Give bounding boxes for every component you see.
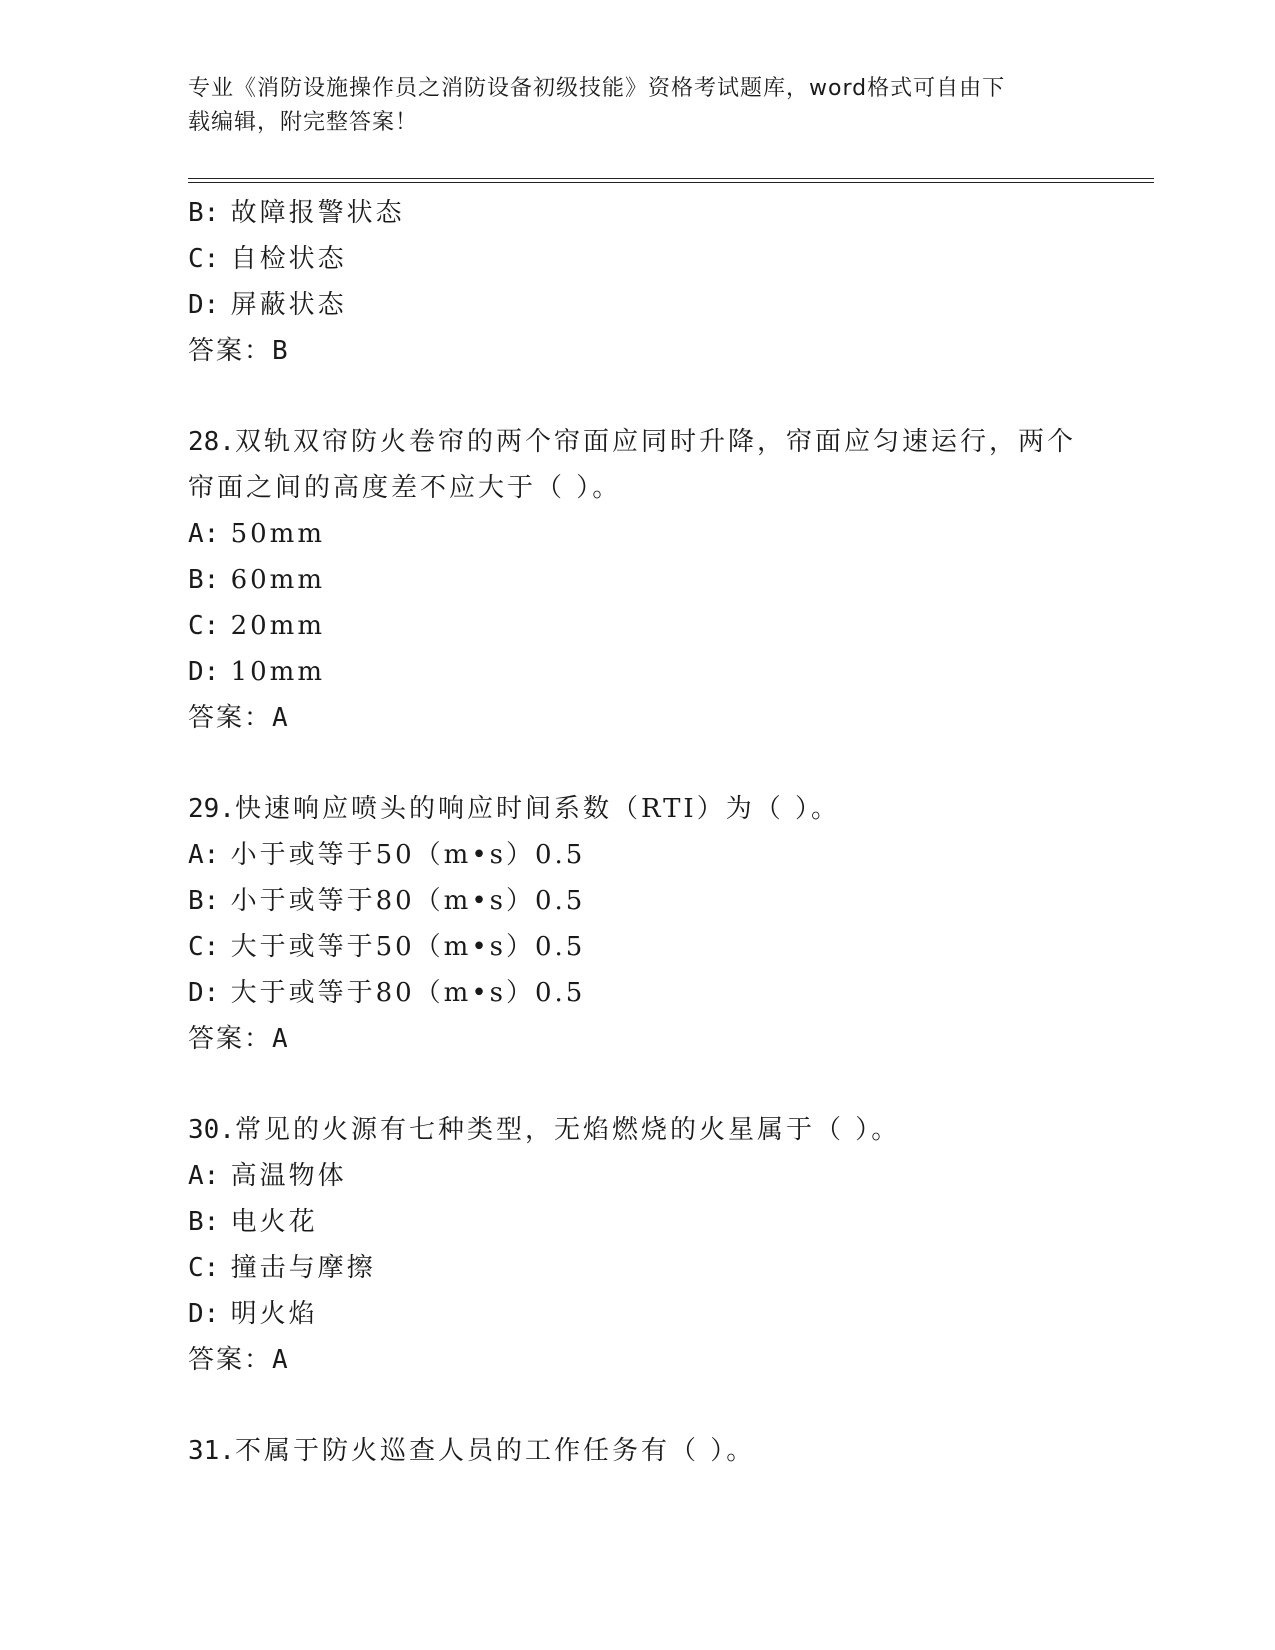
- option-label: B:: [188, 198, 220, 228]
- option-d: [188, 1291, 1148, 1337]
- question-27-partial: [188, 190, 1148, 374]
- option-c: [188, 924, 1148, 970]
- answer-line: [188, 695, 1148, 741]
- answer-label: 答案：: [188, 703, 273, 733]
- option-text: 高温物体: [230, 1161, 347, 1191]
- option-label: C:: [188, 611, 220, 641]
- answer-label: 答案：: [188, 1024, 273, 1054]
- option-label: A:: [188, 519, 220, 549]
- question-text: [188, 419, 1148, 465]
- option-text: 自检状态: [230, 244, 347, 274]
- option-text: 20mm: [230, 611, 325, 641]
- option-label: B:: [188, 565, 220, 595]
- answer-label: 答案：: [188, 336, 273, 366]
- answer-label: 答案：: [188, 1345, 273, 1375]
- option-label: B:: [188, 1207, 220, 1237]
- question-text-line-2: 帘面之间的高度差不应大于（ ）。: [188, 473, 622, 503]
- option-b: [188, 557, 1148, 603]
- option-text: 大于或等于50（m•s）0.5: [230, 932, 586, 962]
- answer-line: [188, 1337, 1148, 1383]
- option-c: [188, 236, 1148, 282]
- option-text: 大于或等于80（m•s）0.5: [230, 978, 586, 1008]
- option-label: D:: [188, 1299, 220, 1329]
- question-number: 31.: [188, 1436, 235, 1466]
- option-b: [188, 1199, 1148, 1245]
- option-d: [188, 282, 1148, 328]
- question-28: [188, 419, 1148, 741]
- option-label: D:: [188, 978, 220, 1008]
- option-label: C:: [188, 1253, 220, 1283]
- question-text: [188, 1107, 1148, 1153]
- option-text: 电火花: [230, 1207, 318, 1237]
- option-text: 10mm: [230, 657, 325, 687]
- option-a: [188, 1153, 1148, 1199]
- question-text-line-1: 双轨双帘防火卷帘的两个帘面应同时升降，帘面应匀速运行，两个: [234, 427, 1076, 457]
- header-line-2: 载编辑，附完整答案！: [188, 110, 419, 135]
- option-a: [188, 511, 1148, 557]
- header-divider: [188, 178, 1154, 183]
- option-d: [188, 649, 1148, 695]
- option-a: [188, 832, 1148, 878]
- question-29: [188, 786, 1148, 1062]
- option-label: A:: [188, 1161, 220, 1191]
- question-number: 29.: [188, 794, 235, 824]
- option-text: 50mm: [230, 519, 325, 549]
- option-text: 故障报警状态: [230, 198, 405, 228]
- question-text-line-1: 快速响应喷头的响应时间系数（RTI）为（ ）。: [234, 794, 840, 824]
- question-number: 30.: [188, 1115, 235, 1145]
- option-c: [188, 603, 1148, 649]
- option-text: 明火焰: [230, 1299, 318, 1329]
- option-d: [188, 970, 1148, 1016]
- option-text: 屏蔽状态: [230, 290, 347, 320]
- option-text: 撞击与摩擦: [230, 1253, 376, 1283]
- option-label: C:: [188, 244, 220, 274]
- question-text-line-1: 不属于防火巡查人员的工作任务有（ ）。: [234, 1436, 756, 1466]
- question-text-line-1: 常见的火源有七种类型，无焰燃烧的火星属于（ ）。: [234, 1115, 901, 1145]
- option-label: B:: [188, 886, 220, 916]
- option-text: 60mm: [230, 565, 325, 595]
- option-label: D:: [188, 290, 220, 320]
- question-31: [188, 1428, 1148, 1474]
- option-label: A:: [188, 840, 220, 870]
- header-line-1: 专业《消防设施操作员之消防设备初级技能》资格考试题库，word格式可自由下: [188, 76, 1006, 101]
- answer-value: A: [272, 1345, 290, 1375]
- option-b: [188, 190, 1148, 236]
- answer-line: [188, 1016, 1148, 1062]
- answer-line: [188, 328, 1148, 374]
- question-list: [188, 190, 1148, 1474]
- option-c: [188, 1245, 1148, 1291]
- option-b: [188, 878, 1148, 924]
- option-text: 小于或等于50（m•s）0.5: [230, 840, 586, 870]
- option-label: D:: [188, 657, 220, 687]
- answer-value: B: [272, 336, 290, 366]
- document-header: [188, 72, 1088, 140]
- option-label: C:: [188, 932, 220, 962]
- question-number: 28.: [188, 427, 235, 457]
- question-text: [188, 786, 1148, 832]
- answer-value: A: [272, 703, 290, 733]
- answer-value: A: [272, 1024, 290, 1054]
- question-30: [188, 1107, 1148, 1383]
- option-text: 小于或等于80（m•s）0.5: [230, 886, 586, 916]
- question-text: [188, 1428, 1148, 1474]
